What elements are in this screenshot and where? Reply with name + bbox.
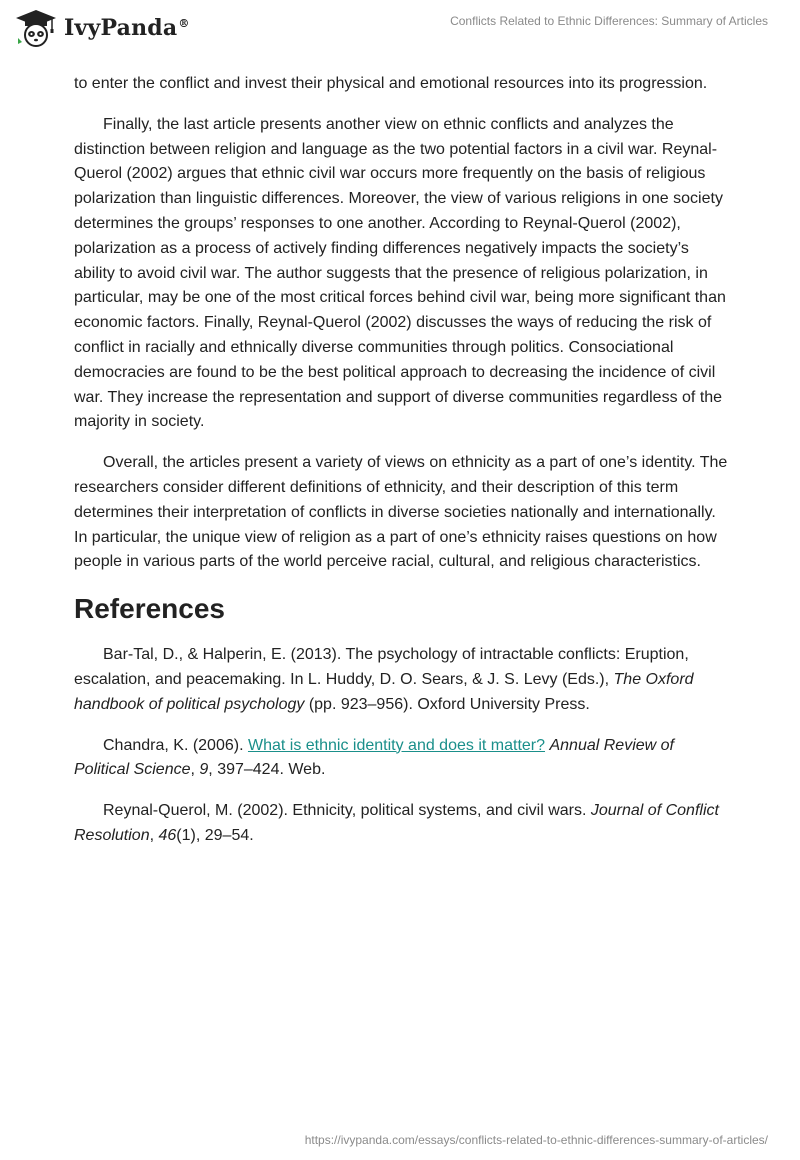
reference-entry: Bar-Tal, D., & Halperin, E. (2013). The psychology of intractable conflicts: Eruption, escalation, and peacemaking. In L. Huddy, D. O. Sears, & J. S. Levy (Eds.), The Oxford handbook of political psychology (pp. 923–956). Oxford University Press.	[74, 646, 694, 713]
page-header	[0, 0, 800, 62]
reference-entry: Chandra, K. (2006). What is ethnic identity and does it matter? Annual Review of Political Science, 9, 397–424. Web.	[74, 736, 674, 779]
paragraph: Overall, the articles present a variety of views on ethnicity as a part of one’s identity. The researchers consider different definitions of ethnicity, and their description of this term determines their interpretation of conflicts in diverse societies nationally and internationally. In particular, the unique view of religion as a part of one’s ethnicity raises questions on how people in various parts of the world perceive racial, cultural, and religious characteristics.	[74, 454, 728, 571]
paragraph: Finally, the last article presents another view on ethnic conflicts and analyzes the distinction between religion and language as the two potential factors in a civil war. Reynal-Querol (2002) argues that ethnic civil war occurs more frequently on the basis of religious polarization than linguistic differences. Moreover, the view of various religions in one society determines the groups’ responses to one another. According to Reynal-Querol (2002), polarization as a process of actively finding differences negatively impacts the society’s ability to avoid civil war. The author suggests that the presence of religious polarization, in particular, may be one of the most critical forces behind civil war, being more significant than economic factors. Finally, Reynal-Querol (2002) discusses the ways of reducing the risk of conflict in racially and ethnically diverse communities through politics. Consociational democracies are found to be the best political approach to decreasing the incidence of civil war. They increase the representation and support of diverse communities regardless of the majority in society.	[74, 115, 726, 431]
panda-graduate-icon	[14, 8, 58, 48]
source-url: https://ivypanda.com/essays/conflicts-related-to-ethnic-differences-summary-of-articles/	[304, 1133, 768, 1147]
references-heading: References	[74, 593, 225, 625]
brand-name: IvyPanda®	[64, 15, 190, 41]
ivypanda-logo[interactable]	[14, 8, 190, 48]
document-title: Conflicts Related to Ethnic Differences: Summary of Articles	[450, 14, 768, 28]
article-body	[74, 72, 730, 865]
paragraph: to enter the conflict and invest their physical and emotional resources into its progression.	[74, 75, 708, 92]
reference-entry: Reynal-Querol, M. (2002). Ethnicity, political systems, and civil wars. Journal of Conflict Resolution, 46(1), 29–54.	[74, 802, 719, 844]
reference-link[interactable]: What is ethnic identity and does it matter?	[247, 736, 546, 754]
